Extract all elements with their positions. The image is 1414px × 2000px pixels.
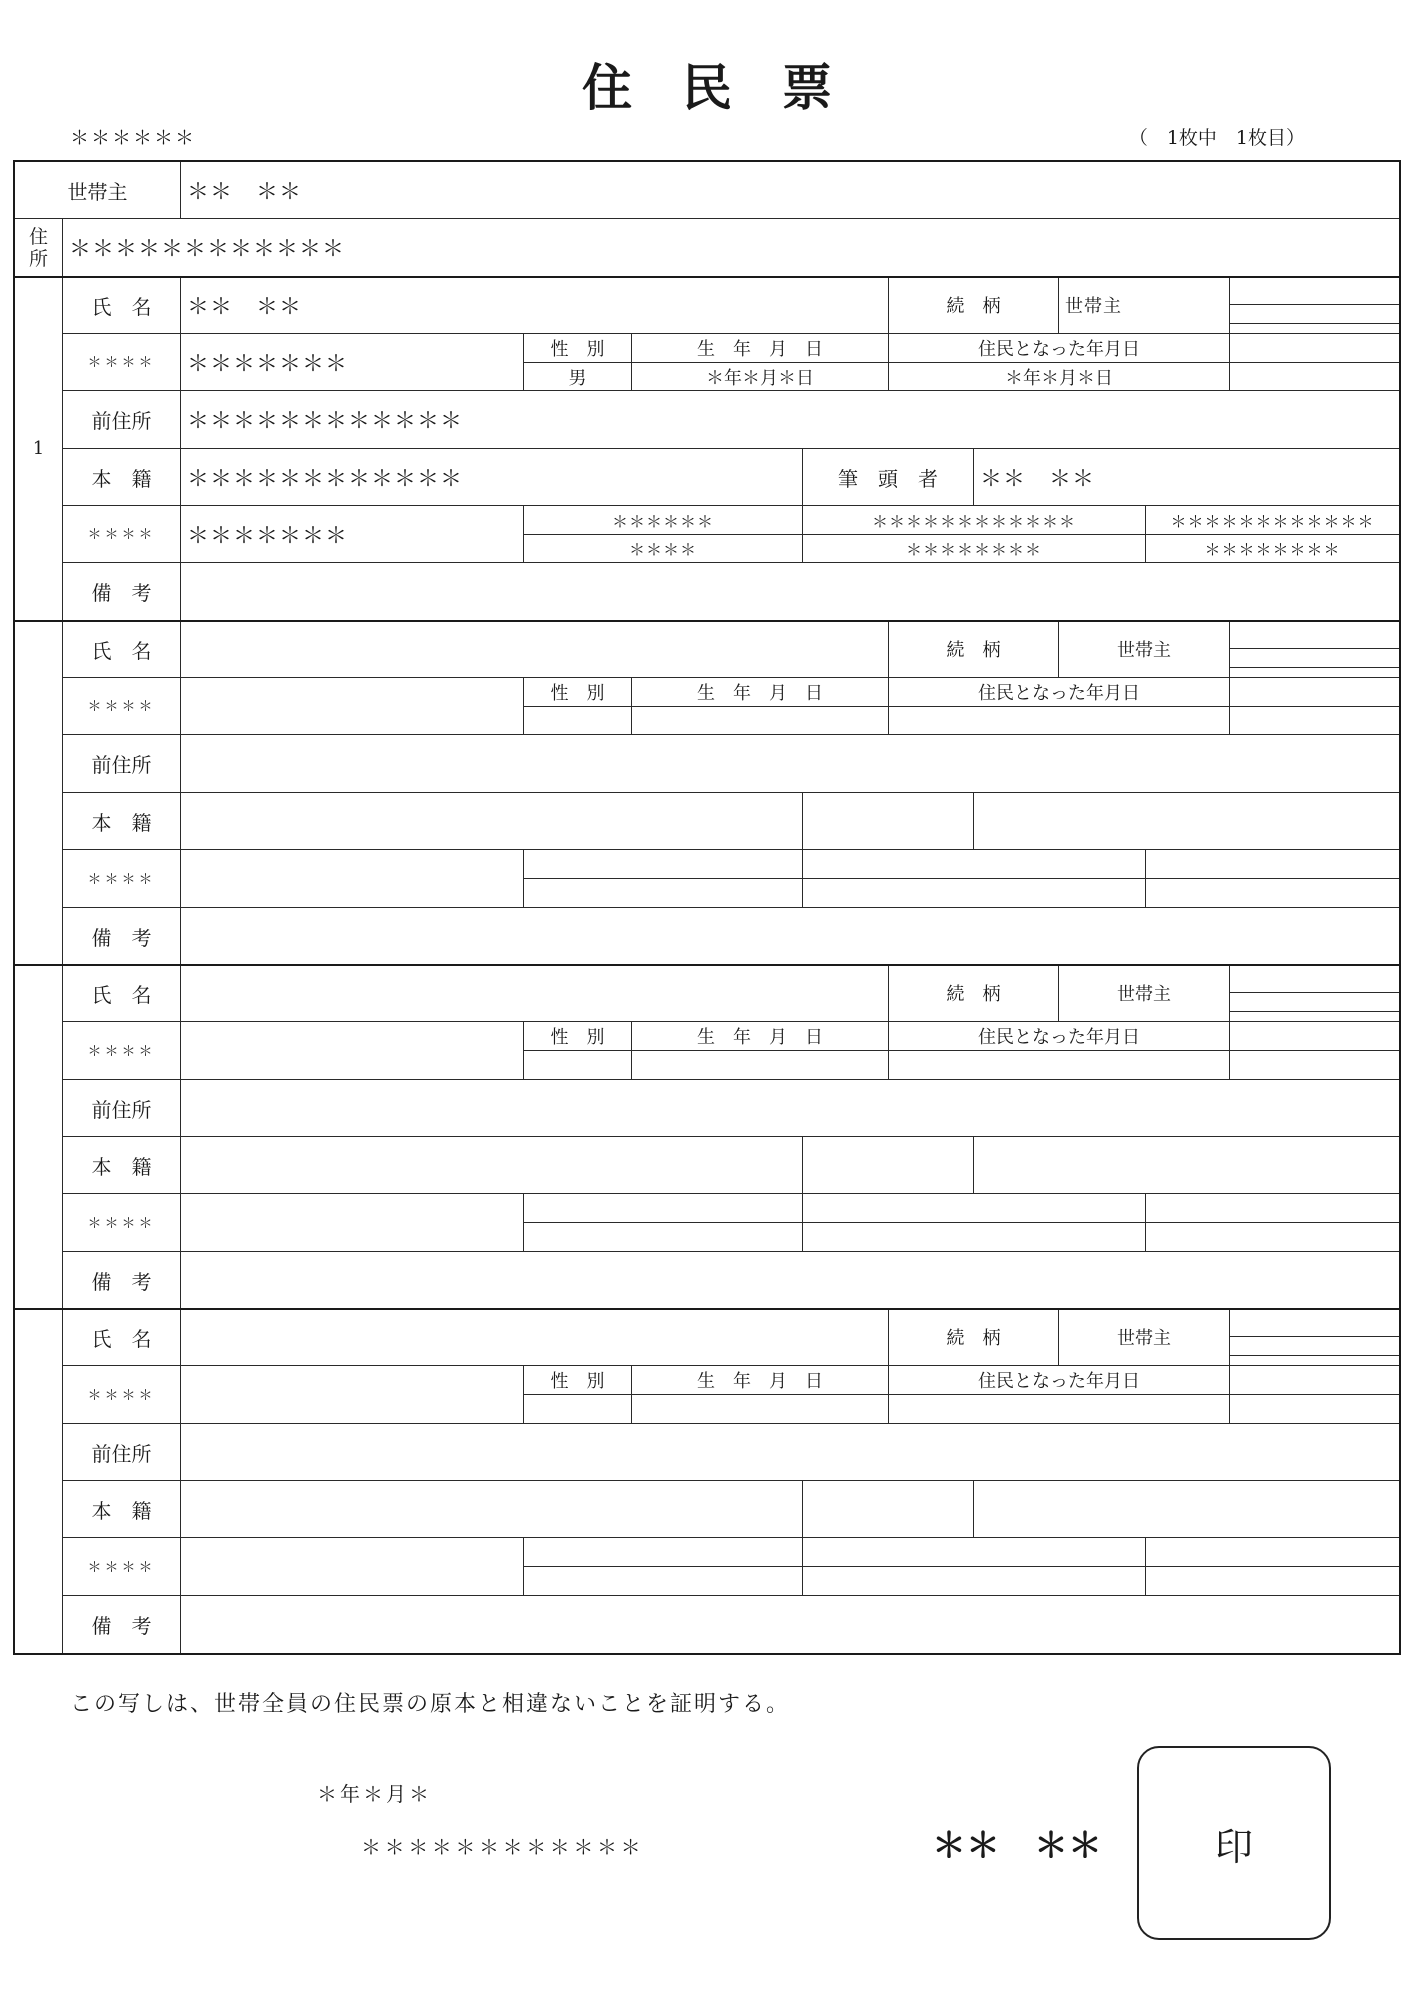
label-birth-date: 生 年 月 日 — [632, 1366, 889, 1395]
resident-masked-cell-top — [803, 1538, 1146, 1567]
label-resident-since: 住民となった年月日 — [889, 334, 1230, 363]
block-separator — [15, 1308, 1399, 1310]
resident-masked-cell-top — [803, 1194, 1146, 1223]
resident-masked-cell-top — [1146, 850, 1399, 879]
label-sex: 性 別 — [524, 1366, 632, 1395]
resident-masked-cell-bottom — [1146, 1223, 1399, 1252]
resident-birth-date — [632, 1395, 889, 1424]
resident-sex — [524, 1051, 632, 1080]
resident-domicile: ＊＊＊＊＊＊＊＊＊＊＊＊ — [181, 449, 803, 506]
certification-issuer: ＊＊＊＊＊＊＊＊＊＊＊＊ — [361, 1835, 645, 1859]
document-title: 住 民 票 — [582, 58, 832, 117]
label-birth-date: 生 年 月 日 — [632, 334, 889, 363]
resident-sex — [524, 707, 632, 735]
document-reference: ＊＊＊＊＊＊ — [70, 127, 197, 149]
resident-remarks — [181, 563, 1399, 621]
resident-number — [15, 621, 63, 965]
resident-masked-cell-bottom: ＊＊＊＊＊＊＊＊ — [1146, 535, 1399, 563]
resident-masked-cell-top — [524, 850, 803, 879]
resident-masked-cell-top — [524, 1538, 803, 1567]
resident-name — [181, 621, 889, 678]
label-masked: ＊＊＊＊ — [63, 678, 181, 735]
resident-remarks — [181, 1252, 1399, 1309]
blank-cell — [1230, 277, 1399, 305]
label-resident-since: 住民となった年月日 — [889, 678, 1230, 707]
label-masked: ＊＊＊＊ — [63, 334, 181, 391]
official-seal-box — [1137, 1746, 1331, 1940]
blank-cell — [1230, 1012, 1399, 1022]
label-family-head — [803, 1481, 974, 1538]
resident-resident-since — [889, 707, 1230, 735]
label-domicile: 本 籍 — [63, 1481, 181, 1538]
blank-cell — [1230, 1366, 1399, 1395]
blank-cell — [1230, 668, 1399, 678]
resident-relation: 世帯主 — [1059, 277, 1230, 334]
resident-birth-date — [632, 1051, 889, 1080]
blank-cell — [1230, 305, 1399, 324]
resident-masked-cell-top — [524, 1194, 803, 1223]
certification-date: ＊年＊月＊ — [317, 1782, 432, 1806]
label-sex: 性 別 — [524, 678, 632, 707]
resident-birth-date: ＊年＊月＊日 — [632, 363, 889, 391]
label-domicile: 本 籍 — [63, 793, 181, 850]
blank-cell — [1230, 1356, 1399, 1366]
label-remarks: 備 考 — [63, 1252, 181, 1309]
resident-birth-date — [632, 707, 889, 735]
resident-name — [181, 965, 889, 1022]
resident-masked-cell-top: ＊＊＊＊＊＊ — [524, 506, 803, 535]
blank-cell — [1230, 1395, 1399, 1424]
label-masked: ＊＊＊＊ — [63, 850, 181, 908]
label-family-head — [803, 1137, 974, 1194]
household-head-name: ＊＊ ＊＊ — [181, 162, 1399, 219]
resident-masked-cell-bottom — [1146, 1567, 1399, 1596]
label-birth-date: 生 年 月 日 — [632, 678, 889, 707]
resident-number: 1 — [15, 277, 63, 621]
page-indicator: （ 1枚中 1枚目） — [1128, 127, 1305, 149]
label-name: 氏 名 — [63, 277, 181, 334]
resident-masked-value — [181, 1366, 524, 1424]
resident-resident-since — [889, 1051, 1230, 1080]
label-remarks: 備 考 — [63, 563, 181, 621]
resident-masked-cell-top: ＊＊＊＊＊＊＊＊＊＊＊＊ — [1146, 506, 1399, 535]
resident-previous-address — [181, 735, 1399, 793]
resident-masked-value — [181, 678, 524, 735]
label-masked: ＊＊＊＊ — [63, 1366, 181, 1424]
resident-family-head: ＊＊ ＊＊ — [974, 449, 1399, 506]
label-family-head: 筆 頭 者 — [803, 449, 974, 506]
blank-cell — [1230, 621, 1399, 649]
resident-masked-cell-bottom: ＊＊＊＊ — [524, 535, 803, 563]
resident-masked-cell-top — [803, 850, 1146, 879]
resident-resident-since: ＊年＊月＊日 — [889, 363, 1230, 391]
blank-cell — [1230, 1051, 1399, 1080]
resident-relation: 世帯主 — [1059, 621, 1230, 678]
label-relation: 続 柄 — [889, 621, 1059, 678]
label-name: 氏 名 — [63, 621, 181, 678]
blank-cell — [1230, 1022, 1399, 1051]
label-previous-address: 前住所 — [63, 1080, 181, 1137]
resident-masked-value-2: ＊＊＊＊＊＊＊ — [181, 506, 524, 563]
blank-cell — [1230, 965, 1399, 993]
resident-relation: 世帯主 — [1059, 965, 1230, 1022]
resident-masked-cell-top — [1146, 1538, 1399, 1567]
resident-family-head — [974, 1481, 1399, 1538]
resident-masked-cell-bottom — [803, 879, 1146, 908]
official-name: ＊＊ ＊＊ — [932, 1826, 1102, 1866]
address-value: ＊＊＊＊＊＊＊＊＊＊＊＊ — [63, 219, 1399, 277]
label-name: 氏 名 — [63, 965, 181, 1022]
resident-family-head — [974, 1137, 1399, 1194]
label-previous-address: 前住所 — [63, 1424, 181, 1481]
blank-cell — [1230, 707, 1399, 735]
resident-masked-cell-bottom — [803, 1567, 1146, 1596]
resident-previous-address — [181, 1080, 1399, 1137]
label-remarks: 備 考 — [63, 1596, 181, 1653]
block-separator — [15, 276, 1399, 278]
address-label-char: 住 — [28, 225, 48, 248]
block-separator — [15, 964, 1399, 966]
label-resident-since: 住民となった年月日 — [889, 1366, 1230, 1395]
label-domicile: 本 籍 — [63, 449, 181, 506]
label-name: 氏 名 — [63, 1309, 181, 1366]
label-relation: 続 柄 — [889, 965, 1059, 1022]
label-masked: ＊＊＊＊ — [63, 506, 181, 563]
resident-masked-cell-bottom — [524, 879, 803, 908]
label-previous-address: 前住所 — [63, 391, 181, 449]
label-previous-address: 前住所 — [63, 735, 181, 793]
resident-masked-cell-bottom — [524, 1223, 803, 1252]
resident-domicile — [181, 1137, 803, 1194]
blank-cell — [1230, 334, 1399, 363]
resident-masked-cell-top — [1146, 1194, 1399, 1223]
resident-remarks — [181, 908, 1399, 965]
address-label-char: 所 — [28, 247, 48, 270]
resident-relation: 世帯主 — [1059, 1309, 1230, 1366]
label-family-head — [803, 793, 974, 850]
certification-statement: この写しは、世帯全員の住民票の原本と相違ないことを証明する。 — [70, 1692, 791, 1717]
label-birth-date: 生 年 月 日 — [632, 1022, 889, 1051]
resident-number — [15, 1309, 63, 1653]
resident-remarks — [181, 1596, 1399, 1653]
blank-cell — [1230, 324, 1399, 334]
blank-cell — [1230, 363, 1399, 391]
blank-cell — [1230, 1337, 1399, 1356]
label-masked: ＊＊＊＊ — [63, 1194, 181, 1252]
resident-resident-since — [889, 1395, 1230, 1424]
address-label — [15, 219, 63, 277]
blank-cell — [1230, 649, 1399, 668]
resident-masked-value — [181, 1022, 524, 1080]
label-relation: 続 柄 — [889, 1309, 1059, 1366]
resident-masked-value-2 — [181, 1194, 524, 1252]
resident-previous-address: ＊＊＊＊＊＊＊＊＊＊＊＊ — [181, 391, 1399, 449]
label-domicile: 本 籍 — [63, 1137, 181, 1194]
resident-masked-value: ＊＊＊＊＊＊＊ — [181, 334, 524, 391]
household-head-label: 世帯主 — [15, 162, 181, 219]
resident-previous-address — [181, 1424, 1399, 1481]
label-relation: 続 柄 — [889, 277, 1059, 334]
resident-masked-cell-bottom — [1146, 879, 1399, 908]
label-sex: 性 別 — [524, 1022, 632, 1051]
seal-mark: 印 — [1214, 1824, 1253, 1869]
label-masked: ＊＊＊＊ — [63, 1538, 181, 1596]
label-masked: ＊＊＊＊ — [63, 1022, 181, 1080]
blank-cell — [1230, 678, 1399, 707]
resident-sex — [524, 1395, 632, 1424]
resident-number — [15, 965, 63, 1309]
resident-masked-cell-top: ＊＊＊＊＊＊＊＊＊＊＊＊ — [803, 506, 1146, 535]
label-resident-since: 住民となった年月日 — [889, 1022, 1230, 1051]
resident-family-head — [974, 793, 1399, 850]
resident-masked-cell-bottom: ＊＊＊＊＊＊＊＊ — [803, 535, 1146, 563]
resident-masked-cell-bottom — [524, 1567, 803, 1596]
block-separator — [15, 620, 1399, 622]
resident-sex: 男 — [524, 363, 632, 391]
resident-name: ＊＊ ＊＊ — [181, 277, 889, 334]
resident-masked-value-2 — [181, 850, 524, 908]
resident-domicile — [181, 793, 803, 850]
blank-cell — [1230, 993, 1399, 1012]
resident-name — [181, 1309, 889, 1366]
label-remarks: 備 考 — [63, 908, 181, 965]
resident-masked-value-2 — [181, 1538, 524, 1596]
blank-cell — [1230, 1309, 1399, 1337]
resident-record-table — [13, 160, 1401, 1655]
resident-masked-cell-bottom — [803, 1223, 1146, 1252]
resident-domicile — [181, 1481, 803, 1538]
label-sex: 性 別 — [524, 334, 632, 363]
